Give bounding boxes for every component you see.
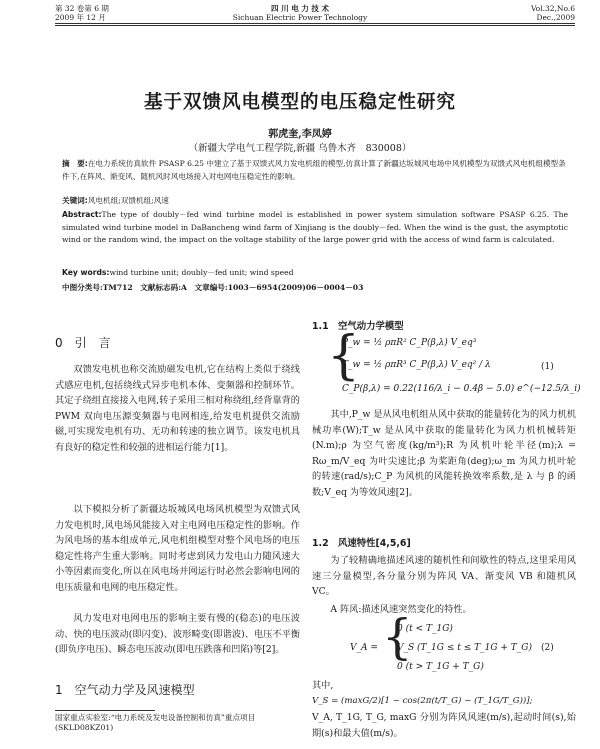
keywords-cn-label: 关键词: xyxy=(62,196,88,205)
paper-authors: 郭虎奎,李凤婷 xyxy=(268,129,332,140)
keywords-en xyxy=(62,267,568,280)
abstract-cn-text: 在电力系统仿真软件 PSASP 6.25 中建立了基于双馈式风力发电机组的模型,仿真计算了新疆达坂城风电场中风机模型为双馈式风电机组模型条件下,在阵风、渐变风、随机风时风电场接入对电网电压稳定性的影响。 xyxy=(62,159,566,181)
equation-1-line-3: C_P(β,λ) = 0.22(116/λ_i − 0.4β − 5.0) e^(−12.5/λ_i) xyxy=(342,384,581,394)
left-paragraph-1: 双馈发电机也称交流励磁发电机,它在结构上类似于绕线式感应电机,包括绕线式异步电机本体、变频器和控制环节。其定子绕组直接接入电网,转子采用三相对称绕组,经背靠背的 PWM 双向电压源变频器与电网相连,给发电机提供交流励磁,可实现发电机有功、无功和转速的独立调节。该发电机具有良好的稳定性和较强的进相运行能力[1]。 xyxy=(55,364,300,453)
paper-title: 基于双馈风电模型的电压稳定性研究 xyxy=(143,92,456,113)
footnote-rule xyxy=(55,710,155,711)
section-1-heading: 1 空气动力学及风速模型 xyxy=(55,683,195,697)
equation-2-line-3: 0 (t > T_1G + T_G) xyxy=(397,662,484,672)
right-paragraph-5: V_A, T_1G, T_G, maxG 分别为阵风风速(m/s),起动时间(s),始期(s)和最大值(m/s)。 xyxy=(312,712,576,739)
equation-1-line-1: P_w = ½ ρπR² C_P(β,λ) V_eq³ xyxy=(342,338,477,348)
header-date-en: Dec.,2009 xyxy=(536,13,575,22)
left-paragraph-2: 以下模拟分析了新疆达坂城风电场风机模型为双馈式风力发电机时,风电场风能接入对主电网电压稳定性的影响。作为风电场的基本组成单元,风电机组模型对整个风电场的电压稳定性将产生重大影响。同时考虑到风力发电山力随风速大小等因素而变化,所以在风电场并网运行时必然会影响电网的电压质量和电网的电压稳定性。 xyxy=(55,504,300,593)
equation-2-lhs: V_A = xyxy=(350,643,378,653)
abstract-en-text: The type of doubly－fed wind turbine model is established in power system simulation software PSASP 6.25. The simulated wind turbine model in DaBancheng wind farm of Xinjiang is the doubly－fed. When the wind is the gust, the asymptotic wind or the random wind, the impact on the voltage stability of the large power grid with the access of wind farm is calculated. xyxy=(62,210,568,244)
right-paragraph-4: 其中, xyxy=(312,680,334,691)
abstract-en-label: Abstract: xyxy=(62,210,102,219)
paper-affiliation: （新疆大学电气工程学院,新疆 乌鲁木齐 830008） xyxy=(188,143,412,154)
equation-1-brace: { xyxy=(327,326,361,386)
equation-2-brace: { xyxy=(382,609,413,665)
equation-2-line-1: 0 (t < T_1G) xyxy=(397,624,453,634)
keywords-en-label: Key words: xyxy=(62,268,110,277)
equation-1-number: (1) xyxy=(541,362,554,372)
header-volume: 第 32 卷第 6 期 xyxy=(55,4,109,13)
header-journal: 四 川 电 力 技 术 xyxy=(270,4,330,13)
classification-line: 中图分类号:TM712 文献标志码:A 文章编号:1003－6954(2009)06－0004－03 xyxy=(62,283,364,292)
right-formula-vs: V_S = (maxG/2)[1 − cos(2π(t/T_G) − (T_1G/T_G))]; xyxy=(312,696,533,706)
left-paragraph-3: 风力发电对电网电压的影响主要有慢的(稳态)的电压波动、快的电压波动(即闪变)、波形畸变(即谐波)、电压不平衡(即负序电压)、瞬态电压波动(即电压跌落和凹陷)等[2]。 xyxy=(55,613,300,656)
header-rule xyxy=(55,23,575,24)
abstract-en xyxy=(62,209,568,247)
header-rule-2 xyxy=(55,25,575,26)
keywords-en-text: wind turbine unit; doubly－fed unit; wind speed xyxy=(109,268,294,277)
header-journal-en: Sichuan Electric Power Technology xyxy=(232,13,368,22)
header-date: 2009 年 12 月 xyxy=(55,13,106,22)
equation-2-number: (2) xyxy=(541,643,554,653)
keywords-cn-text: 风电机组;双馈机组;风速 xyxy=(87,196,169,205)
footnote-funding: 国家重点实验室:“电力系统及发电设备控制和仿真”重点项目(SKLD08KZ01) xyxy=(55,713,256,732)
header-vol-en: Vol.32,No.6 xyxy=(530,4,575,13)
right-paragraph-2: 为了较精确地描述风速的随机性和间歇性的特点,这里采用风速三分量模型,各分量分别为阵风 VA、渐变风 VB 和随机风 VC。 xyxy=(312,555,576,598)
subsection-1-1: 1.1 空气动力学模型 xyxy=(312,321,404,332)
abstract-cn-label: 摘 要: xyxy=(62,159,88,168)
subsection-1-2: 1.2 风速特性[4,5,6] xyxy=(312,538,411,549)
right-paragraph-1: 其中,P_w 是从风电机组从风中获取的能量转化为的风力机机械功率(W);T_w 是从风中获取的能量转化为风力机机械转矩(N.m);ρ 为空气密度(kg/m³);R 为风机叶轮半径(m);λ = Rω_m/V_eq 为叶尖速比;β 为桨距角(deg);ω_m 为风力机叶轮的转速(rad/s);C_P 为风机的风能转换效率系数,是 λ 与 β 的函数;V_eq 为等效风速[2]。 xyxy=(312,409,576,498)
equation-2-line-2: V_S (T_1G ≤ t ≤ T_1G + T_G) xyxy=(397,643,532,653)
equation-1-line-2: T_w = ½ ρπR³ C_P(β,λ) V_eq² / λ xyxy=(342,360,491,370)
keywords-cn xyxy=(62,195,568,208)
section-0-heading: 0 引 言 xyxy=(55,336,111,350)
abstract-cn xyxy=(62,158,568,183)
right-paragraph-3: A 阵风:描述风速突然变化的特性。 xyxy=(330,604,472,615)
